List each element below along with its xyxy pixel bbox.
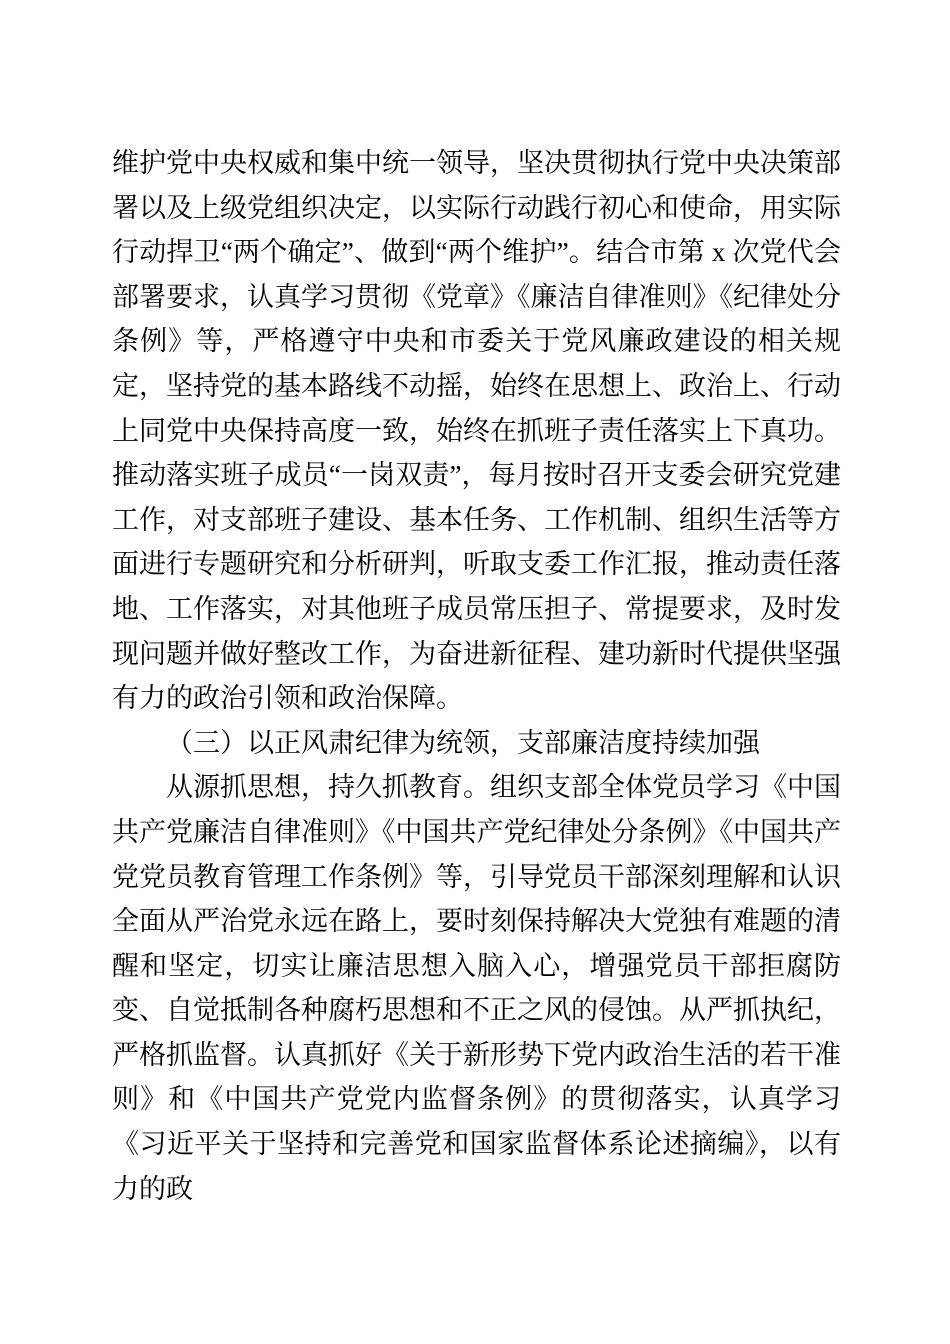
paragraph-body: 从源抓思想，持久抓教育。组织支部全体党员学习《中国共产党廉洁自律准则》《中国共产党纪律处分条例》《中国共产党党员教育管理工作条例》等，引导党员干部深刻理解和认识全面从严治党永远在路上，要时刻保持解决大党独有难题的清醒和坚定，切实让廉洁思想入脑入心，增强党员干部拒腐防变、自觉抵制各种腐朽思想和不正之风的侵蚀。从严抓执纪，严格抓监督。认真抓好《关于新形势下党内政治生活的若干准则》和《中国共产党党内监督条例》的贯彻落实，认真学习《习近平关于坚持和完善党和国家监督体系论述摘编》，以有力的政 — [112, 772, 841, 1204]
paragraph-continuation: 维护党中央权威和集中统一领导，坚决贯彻执行党中央决策部署以及上级党组织决定，以实际行动践行初心和使命，用实际行动捍卫“两个确定”、做到“两个维护”。结合市第 x 次党代会部署要求，认真学习贯彻《党章》《廉洁自律准则》《纪律处分条例》等，严格遵守中央和市委关于党风廉政建设的相关规定，坚持党的基本路线不动摇，始终在思想上、政治上、行动上同党中央保持高度一致，始终在抓班子责任落实上下真功。推动落实班子成员“一岗双责”，每月按时召开支委会研究党建工作，对支部班子建设、基本任务、工作机制、组织生活等方面进行专题研究和分析研判，听取支委工作汇报，推动责任落地、工作落实，对其他班子成员常压担子、常提要求，及时发现问题并做好整改工作，为奋进新征程、建功新时代提供坚强有力的政治引领和政治保障。 — [112, 148, 841, 714]
section-heading: （三）以正风肃纪律为统领，支部廉洁度持续加强 — [166, 727, 760, 758]
